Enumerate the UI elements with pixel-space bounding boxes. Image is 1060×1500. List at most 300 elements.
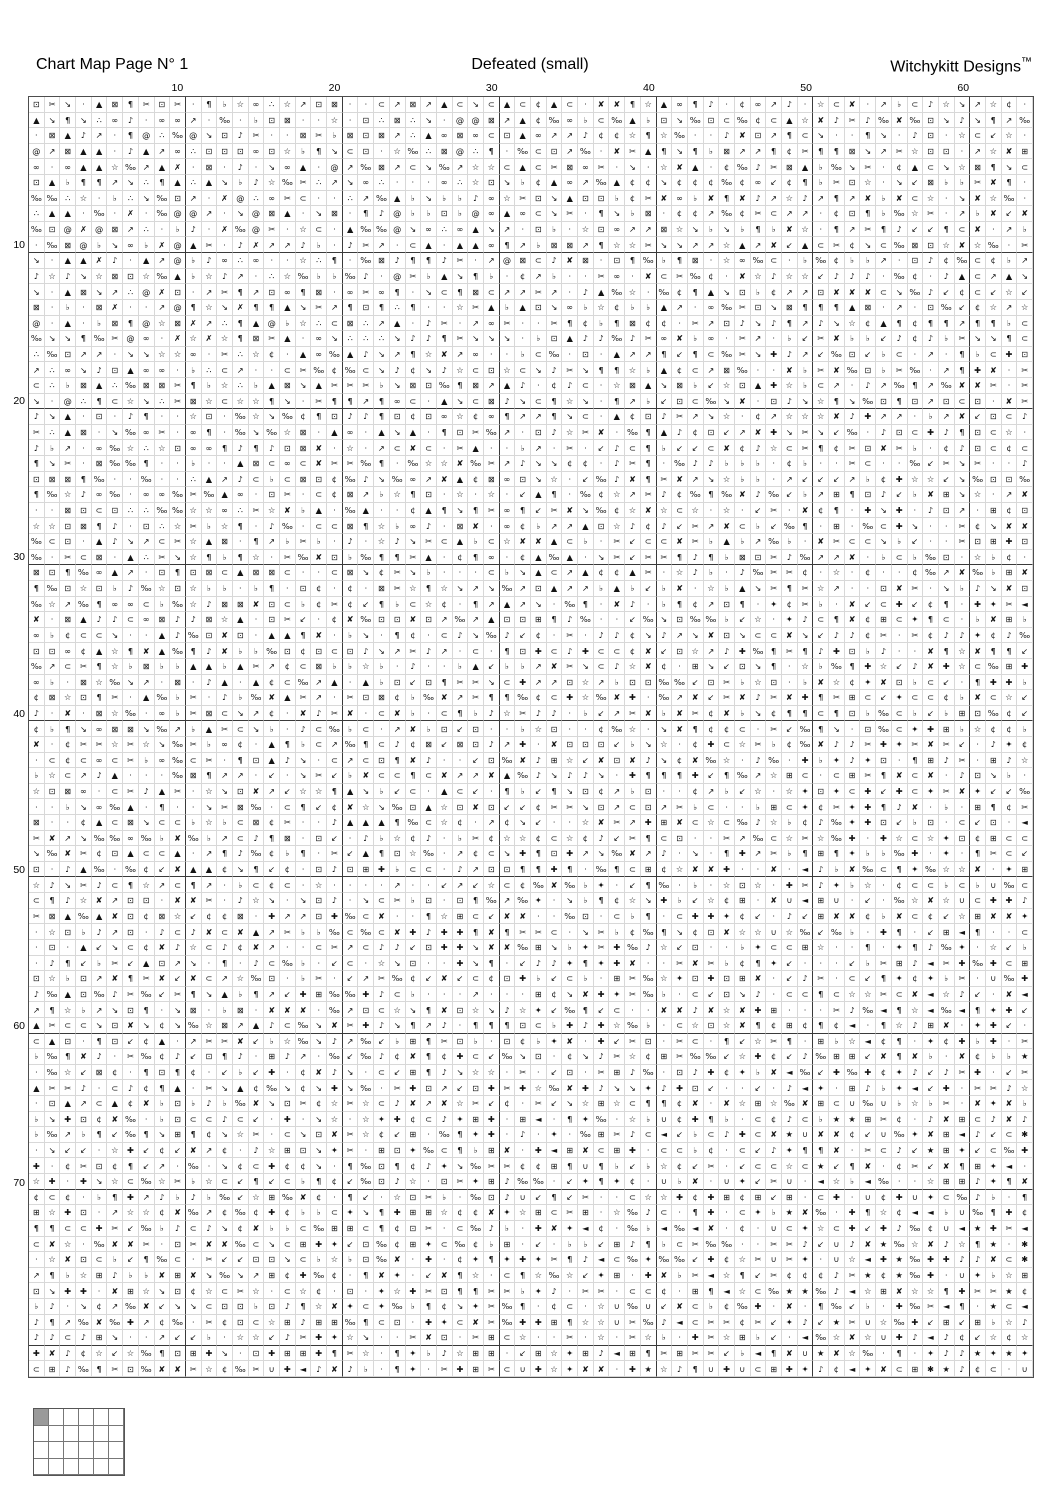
chart-cell: ⊡ xyxy=(217,128,233,144)
chart-cell: ↙ xyxy=(688,440,704,456)
chart-cell: ✂ xyxy=(547,503,563,519)
chart-cell: ♪ xyxy=(704,456,720,472)
chart-cell: · xyxy=(908,1034,924,1050)
chart-cell: ✚ xyxy=(1002,534,1018,550)
chart-cell: ⊠ xyxy=(264,565,280,581)
chart-cell: ▲ xyxy=(139,690,155,706)
chart-cell: ¶ xyxy=(829,191,845,207)
chart-cell: ⋅ xyxy=(264,253,280,269)
chart-cell: ⊠ xyxy=(719,362,735,378)
chart-cell: ♪ xyxy=(625,1065,641,1081)
chart-cell: ✂ xyxy=(170,97,186,113)
chart-cell: ☆ xyxy=(845,1034,861,1050)
chart-cell: ↙ xyxy=(468,753,484,769)
chart-cell: ♪ xyxy=(955,987,971,1003)
chart-cell: ☆ xyxy=(29,1174,45,1190)
chart-cell: ⋅ xyxy=(609,425,625,441)
chart-cell: ♪ xyxy=(421,831,437,847)
chart-cell: ⊡ xyxy=(547,846,563,862)
chart-cell: ¢ xyxy=(782,144,798,160)
chart-cell: ☆ xyxy=(845,316,861,332)
chart-cell: ⊡ xyxy=(358,1002,374,1018)
chart-cell: ⊂ xyxy=(107,753,123,769)
chart-cell: ⊂ xyxy=(751,628,767,644)
chart-cell: ♪ xyxy=(625,1127,641,1143)
chart-cell: ↗ xyxy=(641,846,657,862)
chart-cell: ↙ xyxy=(986,284,1002,300)
chart-cell: ♪ xyxy=(562,643,578,659)
chart-cell: ¢ xyxy=(876,472,892,488)
chart-cell: ‰ xyxy=(374,222,390,238)
chart-cell: ∞ xyxy=(186,425,202,441)
chart-cell: ↙ xyxy=(735,1034,751,1050)
chart-cell: ▲ xyxy=(500,206,516,222)
chart-cell: ∞ xyxy=(123,237,139,253)
chart-cell: ¶ xyxy=(547,409,563,425)
chart-cell: ¢ xyxy=(60,1158,76,1174)
chart-cell: ♭ xyxy=(296,503,312,519)
chart-cell: ♪ xyxy=(719,128,735,144)
chart-cell: · xyxy=(751,362,767,378)
chart-cell: · xyxy=(782,503,798,519)
chart-cell: ¢ xyxy=(562,1049,578,1065)
chart-cell: ♪ xyxy=(374,1049,390,1065)
chart-cell: ☆ xyxy=(406,581,422,597)
chart-cell: ♭ xyxy=(202,737,218,753)
chart-cell: ⊡ xyxy=(876,753,892,769)
chart-cell: ‰ xyxy=(547,550,563,566)
chart-cell: ⊡ xyxy=(845,347,861,363)
chart-cell: ¶ xyxy=(751,956,767,972)
chart-cell: ⊂ xyxy=(170,815,186,831)
chart-cell: ↙ xyxy=(970,987,986,1003)
chart-cell: ♪ xyxy=(76,1080,92,1096)
chart-cell: ↙ xyxy=(280,987,296,1003)
chart-cell: ⊞ xyxy=(970,909,986,925)
chart-cell: ‰ xyxy=(594,862,610,878)
chart-cell: ⊡ xyxy=(578,347,594,363)
chart-cell: ✘ xyxy=(923,659,939,675)
chart-cell: ↗ xyxy=(249,706,265,722)
chart-cell: · xyxy=(233,581,249,597)
chart-cell: ↘ xyxy=(986,581,1002,597)
chart-cell: ¶ xyxy=(45,1002,61,1018)
chart-cell: ↗ xyxy=(139,1190,155,1206)
chart-cell: ⊡ xyxy=(704,113,720,129)
chart-cell: ¶ xyxy=(719,1034,735,1050)
chart-cell: ⊂ xyxy=(123,940,139,956)
chart-cell: ¶ xyxy=(986,1205,1002,1221)
chart-cell: ↘ xyxy=(170,1002,186,1018)
chart-cell: ‰ xyxy=(908,284,924,300)
chart-cell: ▲ xyxy=(358,815,374,831)
chart-cell: ⊞ xyxy=(358,862,374,878)
chart-cell: ↗ xyxy=(217,472,233,488)
chart-cell: ☆ xyxy=(719,1018,735,1034)
chart-cell: ⋅ xyxy=(782,1002,798,1018)
chart-cell: ↘ xyxy=(657,612,673,628)
chart-cell: ⊡ xyxy=(29,472,45,488)
chart-cell: ¶ xyxy=(609,394,625,410)
chart-cell: ☆ xyxy=(970,721,986,737)
chart-cell: ☆ xyxy=(107,659,123,675)
chart-cell: · xyxy=(311,565,327,581)
chart-cell: · xyxy=(29,503,45,519)
chart-cell: · xyxy=(280,893,296,909)
chart-cell: ⊂ xyxy=(970,284,986,300)
chart-cell: ⋅ xyxy=(76,1034,92,1050)
chart-cell: · xyxy=(76,456,92,472)
chart-cell: ♭ xyxy=(500,659,516,675)
chart-cell: ⊂ xyxy=(92,503,108,519)
chart-cell: ⊠ xyxy=(908,237,924,253)
chart-cell: ↙ xyxy=(1017,643,1033,659)
chart-cell: ¢ xyxy=(437,1049,453,1065)
chart-cell: ⊡ xyxy=(500,128,516,144)
chart-cell: ⊂ xyxy=(735,1143,751,1159)
chart-cell: ✘ xyxy=(578,1143,594,1159)
chart-cell: ‰ xyxy=(500,753,516,769)
chart-cell: ✘ xyxy=(704,1002,720,1018)
chart-cell: ♪ xyxy=(908,128,924,144)
chart-cell: ‰ xyxy=(45,191,61,207)
chart-cell: · xyxy=(766,909,782,925)
chart-cell: ⊂ xyxy=(672,1143,688,1159)
chart-cell: ¢ xyxy=(594,565,610,581)
chart-cell: ♭ xyxy=(374,487,390,503)
chart-cell: ♭ xyxy=(390,1034,406,1050)
chart-cell: ♪ xyxy=(782,97,798,113)
chart-cell: ⊡ xyxy=(813,284,829,300)
chart-cell: ☆ xyxy=(76,581,92,597)
chart-cell: · xyxy=(955,799,971,815)
chart-cell: ⊂ xyxy=(453,1221,469,1237)
chart-cell: ⊡ xyxy=(672,612,688,628)
chart-cell: ¶ xyxy=(641,472,657,488)
chart-cell: ⊡ xyxy=(139,518,155,534)
chart-cell: ⊂ xyxy=(343,956,359,972)
chart-cell: ↗ xyxy=(704,237,720,253)
chart-cell: ‰ xyxy=(719,300,735,316)
chart-cell: ⊂ xyxy=(1017,831,1033,847)
chart-cell: ♭ xyxy=(406,206,422,222)
chart-cell: ♭ xyxy=(955,581,971,597)
chart-cell: ✂ xyxy=(186,518,202,534)
chart-cell: ¢ xyxy=(155,1205,171,1221)
chart-cell: · xyxy=(766,456,782,472)
chart-cell: ♪ xyxy=(751,753,767,769)
chart-cell: ¶ xyxy=(453,284,469,300)
chart-cell: ♭ xyxy=(657,706,673,722)
chart-cell: ¶ xyxy=(531,862,547,878)
chart-cell: ⊠ xyxy=(249,331,265,347)
chart-cell: ‰ xyxy=(766,753,782,769)
chart-cell: ⋅ xyxy=(249,909,265,925)
chart-cell: ✂ xyxy=(123,784,139,800)
chart-cell: ⊡ xyxy=(939,550,955,566)
chart-cell: ↙ xyxy=(672,1127,688,1143)
chart-cell: · xyxy=(343,206,359,222)
chart-cell: ⋅ xyxy=(751,1221,767,1237)
chart-cell: ¢ xyxy=(468,846,484,862)
chart-cell: ∞ xyxy=(562,113,578,129)
chart-cell: ⊂ xyxy=(625,1096,641,1112)
chart-cell: ♭ xyxy=(155,831,171,847)
chart-cell: ↗ xyxy=(311,690,327,706)
chart-cell: ⊡ xyxy=(719,597,735,613)
chart-cell: ♭ xyxy=(578,706,594,722)
chart-cell: ⊂ xyxy=(437,284,453,300)
chart-cell: ⊠ xyxy=(343,565,359,581)
chart-cell: ⊞ xyxy=(343,1221,359,1237)
chart-cell: ⊡ xyxy=(123,269,139,285)
chart-cell: ♪ xyxy=(719,643,735,659)
chart-cell: ↘ xyxy=(547,456,563,472)
chart-cell: ¢ xyxy=(60,628,76,644)
chart-cell: ¢ xyxy=(453,550,469,566)
chart-cell: ◄ xyxy=(955,1002,971,1018)
chart-cell: · xyxy=(735,409,751,425)
chart-cell: ↙ xyxy=(876,331,892,347)
chart-cell: · xyxy=(29,924,45,940)
chart-cell: ⋅ xyxy=(908,643,924,659)
chart-cell: ↗ xyxy=(76,347,92,363)
chart-cell: ✘ xyxy=(782,628,798,644)
chart-cell: ✘ xyxy=(672,159,688,175)
chart-cell: ‰ xyxy=(908,1221,924,1237)
chart-cell: ¶ xyxy=(641,768,657,784)
chart-cell: ✂ xyxy=(986,378,1002,394)
chart-cell: ⊂ xyxy=(829,987,845,1003)
chart-cell: ☆ xyxy=(704,815,720,831)
chart-cell: ♪ xyxy=(609,659,625,675)
chart-cell: ¶ xyxy=(202,425,218,441)
chart-cell: ♪ xyxy=(233,1049,249,1065)
chart-cell: ⊞ xyxy=(813,909,829,925)
chart-cell: ¢ xyxy=(688,784,704,800)
chart-cell: ♭ xyxy=(296,971,312,987)
chart-cell: ‰ xyxy=(876,1174,892,1190)
chart-cell: ¶ xyxy=(970,1002,986,1018)
chart-cell: ✚ xyxy=(29,1158,45,1174)
chart-cell: ☆ xyxy=(76,191,92,207)
chart-cell: ⋅ xyxy=(29,956,45,972)
chart-cell: ✂ xyxy=(594,1283,610,1299)
chart-cell: ‰ xyxy=(609,284,625,300)
chart-cell: ⊂ xyxy=(798,987,814,1003)
chart-cell: ‰ xyxy=(92,987,108,1003)
chart-cell: ¶ xyxy=(594,237,610,253)
chart-cell: ♭ xyxy=(421,269,437,285)
chart-cell: ↘ xyxy=(60,97,76,113)
chart-cell: ↙ xyxy=(704,768,720,784)
chart-cell: ⋅ xyxy=(813,456,829,472)
chart-cell: ↙ xyxy=(358,1190,374,1206)
chart-cell: ‰ xyxy=(986,706,1002,722)
chart-cell: ¶ xyxy=(358,518,374,534)
chart-cell: ♪ xyxy=(798,971,814,987)
chart-cell: ✚ xyxy=(970,597,986,613)
chart-cell: ▲ xyxy=(280,331,296,347)
chart-cell: ‰ xyxy=(892,237,908,253)
chart-cell: ♭ xyxy=(798,253,814,269)
chart-cell: ♭ xyxy=(170,659,186,675)
chart-cell: ∪ xyxy=(845,1096,861,1112)
chart-cell: ✚ xyxy=(358,1018,374,1034)
chart-cell: ¢ xyxy=(327,487,343,503)
chart-cell: ↘ xyxy=(829,316,845,332)
chart-cell: ♭ xyxy=(735,706,751,722)
chart-cell: ⋅ xyxy=(515,316,531,332)
chart-cell: ☆ xyxy=(609,1018,625,1034)
chart-cell: ♭ xyxy=(531,971,547,987)
chart-cell: ⊞ xyxy=(766,1002,782,1018)
chart-cell: ↙ xyxy=(547,1002,563,1018)
chart-cell: ♭ xyxy=(155,1112,171,1128)
chart-cell: ⊠ xyxy=(107,97,123,113)
chart-cell: ☆ xyxy=(390,1190,406,1206)
chart-cell: · xyxy=(343,1268,359,1284)
chart-cell: ¶ xyxy=(374,409,390,425)
chart-cell: ★ xyxy=(860,1268,876,1284)
chart-cell: ∴ xyxy=(311,316,327,332)
chart-cell: ¢ xyxy=(296,409,312,425)
chart-cell: ✚ xyxy=(1017,659,1033,675)
chart-cell: ⊂ xyxy=(500,159,516,175)
chart-cell: ✂ xyxy=(390,581,406,597)
chart-cell: ↘ xyxy=(358,628,374,644)
chart-cell: ↗ xyxy=(500,893,516,909)
chart-cell: ↘ xyxy=(500,331,516,347)
chart-cell: ▲ xyxy=(296,159,312,175)
chart-cell: @ xyxy=(468,206,484,222)
chart-cell: ↗ xyxy=(735,831,751,847)
chart-cell: ☆ xyxy=(908,1002,924,1018)
chart-cell: ✘ xyxy=(390,706,406,722)
chart-cell: ✘ xyxy=(1002,518,1018,534)
chart-cell: · xyxy=(92,425,108,441)
chart-cell: ↗ xyxy=(29,1002,45,1018)
chart-cell: ⋅ xyxy=(139,628,155,644)
chart-cell: ☆ xyxy=(751,675,767,691)
chart-cell: ✚ xyxy=(892,518,908,534)
chart-cell: ↙ xyxy=(264,768,280,784)
chart-cell: ¢ xyxy=(217,862,233,878)
chart-cell: ♪ xyxy=(311,706,327,722)
chart-cell: ✚ xyxy=(421,1252,437,1268)
chart-cell: · xyxy=(280,721,296,737)
chart-cell: ⊡ xyxy=(845,643,861,659)
chart-cell: ☆ xyxy=(766,1096,782,1112)
chart-cell: ✘ xyxy=(280,503,296,519)
chart-cell: ☆ xyxy=(60,1065,76,1081)
chart-cell: ↙ xyxy=(484,1049,500,1065)
chart-cell: ¢ xyxy=(531,628,547,644)
chart-cell: ▲ xyxy=(29,1080,45,1096)
chart-cell: ☆ xyxy=(76,1268,92,1284)
chart-cell: ↘ xyxy=(453,503,469,519)
chart-cell: ✂ xyxy=(280,924,296,940)
chart-cell: ⊡ xyxy=(45,222,61,238)
chart-cell: ‰ xyxy=(484,628,500,644)
chart-cell: ‰ xyxy=(657,690,673,706)
chart-cell: ∞ xyxy=(484,206,500,222)
chart-cell: ☆ xyxy=(217,378,233,394)
chart-cell: ☆ xyxy=(625,237,641,253)
chart-cell: ↘ xyxy=(657,237,673,253)
chart-cell: · xyxy=(500,1127,516,1143)
chart-cell: ∴ xyxy=(358,316,374,332)
chart-cell: ✦ xyxy=(751,1205,767,1221)
chart-cell: · xyxy=(892,643,908,659)
chart-cell: · xyxy=(468,253,484,269)
chart-cell: ✚ xyxy=(719,862,735,878)
chart-cell: ✘ xyxy=(860,191,876,207)
chart-cell: ¶ xyxy=(60,113,76,129)
chart-cell: ¶ xyxy=(688,284,704,300)
chart-cell: · xyxy=(594,909,610,925)
chart-cell: ¶ xyxy=(609,862,625,878)
chart-cell: ⊞ xyxy=(751,1190,767,1206)
chart-cell: · xyxy=(704,503,720,519)
chart-cell: · xyxy=(264,128,280,144)
chart-cell: ✗ xyxy=(217,222,233,238)
chart-cell: ↗ xyxy=(358,971,374,987)
chart-cell: · xyxy=(139,1112,155,1128)
chart-cell: ‰ xyxy=(955,253,971,269)
chart-cell: ♪ xyxy=(484,1221,500,1237)
chart-cell: @ xyxy=(29,316,45,332)
chart-cell: ♪ xyxy=(625,331,641,347)
chart-cell: · xyxy=(986,456,1002,472)
chart-cell: ⋅ xyxy=(515,1221,531,1237)
chart-cell: ☆ xyxy=(782,924,798,940)
chart-cell: ✂ xyxy=(688,1268,704,1284)
chart-cell: ↘ xyxy=(641,628,657,644)
chart-cell: ✂ xyxy=(657,550,673,566)
chart-cell: ☆ xyxy=(908,1237,924,1253)
chart-cell: ¢ xyxy=(782,456,798,472)
chart-cell: ¶ xyxy=(672,253,688,269)
chart-cell: ♪ xyxy=(515,378,531,394)
chart-cell: ✘ xyxy=(876,1049,892,1065)
chart-cell: ↘ xyxy=(562,784,578,800)
chart-cell: ▲ xyxy=(955,269,971,285)
chart-cell: ↘ xyxy=(782,425,798,441)
chart-cell: ✚ xyxy=(531,643,547,659)
chart-cell: ↗ xyxy=(374,237,390,253)
chart-cell: ✂ xyxy=(170,378,186,394)
chart-cell: ✘ xyxy=(264,690,280,706)
chart-cell: ☆ xyxy=(609,378,625,394)
chart-cell: ♪ xyxy=(421,1158,437,1174)
chart-cell: ⋅ xyxy=(311,159,327,175)
chart-cell: ✂ xyxy=(609,815,625,831)
chart-cell: ✘ xyxy=(829,909,845,925)
chart-cell: ↘ xyxy=(484,1002,500,1018)
chart-cell: ⊠ xyxy=(155,378,171,394)
chart-cell: ⋅ xyxy=(45,300,61,316)
chart-cell: ☆ xyxy=(719,409,735,425)
chart-cell: ↗ xyxy=(453,846,469,862)
chart-cell: ⊂ xyxy=(908,768,924,784)
chart-cell: ↘ xyxy=(76,362,92,378)
chart-cell: ⊡ xyxy=(406,956,422,972)
chart-cell: ↗ xyxy=(751,768,767,784)
chart-cell: ▲ xyxy=(76,253,92,269)
chart-cell: ⋅ xyxy=(437,987,453,1003)
chart-cell: ¶ xyxy=(688,97,704,113)
